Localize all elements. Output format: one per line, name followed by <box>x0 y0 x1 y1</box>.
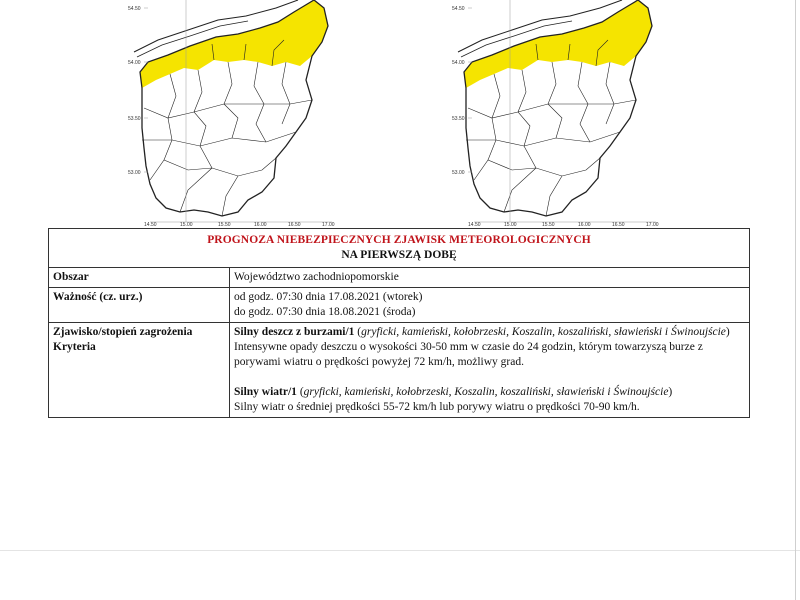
warning-map-wind <box>452 0 662 226</box>
county-border <box>578 62 590 142</box>
map-svg <box>128 0 338 226</box>
latitude-label: 53.50 <box>452 116 465 122</box>
latitude-label: 53.00 <box>128 170 141 176</box>
county-border <box>466 132 620 146</box>
longitude-label: 16.50 <box>288 222 301 226</box>
phenomenon-label-1: Zjawisko/stopień zagrożenia <box>53 326 193 338</box>
area-value: Województwo zachodniopomorskie <box>230 268 750 288</box>
table-row-validity <box>49 288 750 323</box>
map-svg <box>452 0 662 226</box>
bulletin-title: PROGNOZA NIEBEZPIECZNYCH ZJAWISK METEOROLOGICZNYCH <box>207 234 591 246</box>
wind-area-open: ( <box>296 386 304 398</box>
phenomenon-value <box>230 323 750 418</box>
longitude-label: 14.50 <box>144 222 157 226</box>
table-header-row <box>49 229 750 268</box>
warning-zone <box>140 0 328 88</box>
longitude-label: 15.50 <box>218 222 231 226</box>
validity-from: od godz. 07:30 dnia 17.08.2021 (wtorek) <box>234 291 423 303</box>
county-border <box>474 158 600 180</box>
longitude-label: 16.00 <box>254 222 267 226</box>
warning-map-storm <box>128 0 338 226</box>
longitude-label: 15.50 <box>542 222 555 226</box>
county-border <box>546 176 562 216</box>
county-border <box>142 132 296 146</box>
warning-zone <box>464 0 652 88</box>
storm-area-close: ) <box>725 326 730 338</box>
longitude-label: 15.00 <box>180 222 193 226</box>
latitude-label: 54.00 <box>128 60 141 66</box>
latitude-label: 54.50 <box>128 6 141 12</box>
spacer <box>234 370 745 385</box>
latitude-label: 53.00 <box>452 170 465 176</box>
table-row-phenomenon <box>49 323 750 418</box>
bulletin-subtitle: NA PIERWSZĄ DOBĘ <box>341 249 457 261</box>
validity-label: Ważność (cz. urz.) <box>49 288 230 323</box>
area-label: Obszar <box>49 268 230 288</box>
latitude-label: 53.50 <box>128 116 141 122</box>
longitude-label: 14.50 <box>468 222 481 226</box>
phenomenon-label-2: Kryteria <box>53 341 96 353</box>
page-edge <box>795 0 796 600</box>
table-header <box>49 229 750 268</box>
longitude-label: 17.00 <box>646 222 659 226</box>
longitude-label: 16.00 <box>578 222 591 226</box>
longitude-label: 16.50 <box>612 222 625 226</box>
county-border <box>180 168 212 212</box>
longitude-label: 15.00 <box>504 222 517 226</box>
county-border <box>518 70 536 168</box>
validity-to: do godz. 07:30 dnia 18.08.2021 (środa) <box>234 306 416 318</box>
county-border <box>222 176 238 216</box>
county-border <box>606 62 614 124</box>
latitude-label: 54.50 <box>452 6 465 12</box>
wind-description: Silny wiatr o średniej prędkości 55-72 km/h lub porywy wiatru o prędkości 70-90 km/h. <box>234 401 640 413</box>
table-row-area <box>49 268 750 288</box>
phenomenon-label <box>49 323 230 418</box>
storm-area: gryficki, kamieński, kołobrzeski, Koszalin, koszaliński, sławieński i Świnoujście <box>361 326 726 338</box>
county-border <box>150 158 276 180</box>
county-border <box>548 62 562 138</box>
county-border <box>282 62 290 124</box>
page-divider <box>0 550 800 551</box>
storm-title: Silny deszcz z burzami/1 <box>234 326 355 338</box>
maps-section <box>0 0 800 226</box>
county-border <box>194 70 212 168</box>
county-border <box>504 168 536 212</box>
validity-value <box>230 288 750 323</box>
wind-area-close: ) <box>668 386 673 398</box>
storm-description: Intensywne opady deszczu o wysokości 30-50 mm w czasie do 24 godzin, którym towarzyszą burze z porywami wiatru o prędkości powyżej 72 km/h, możliwy grad. <box>234 341 703 368</box>
latitude-label: 54.00 <box>452 60 465 66</box>
longitude-label: 17.00 <box>322 222 335 226</box>
county-border <box>224 62 238 138</box>
warning-table <box>48 228 750 418</box>
county-border <box>254 62 266 142</box>
wind-area: gryficki, kamieński, kołobrzeski, Koszalin, koszaliński, sławieński i Świnoujście <box>303 386 669 398</box>
storm-area-open: ( <box>354 326 362 338</box>
wind-title: Silny wiatr/1 <box>234 386 297 398</box>
